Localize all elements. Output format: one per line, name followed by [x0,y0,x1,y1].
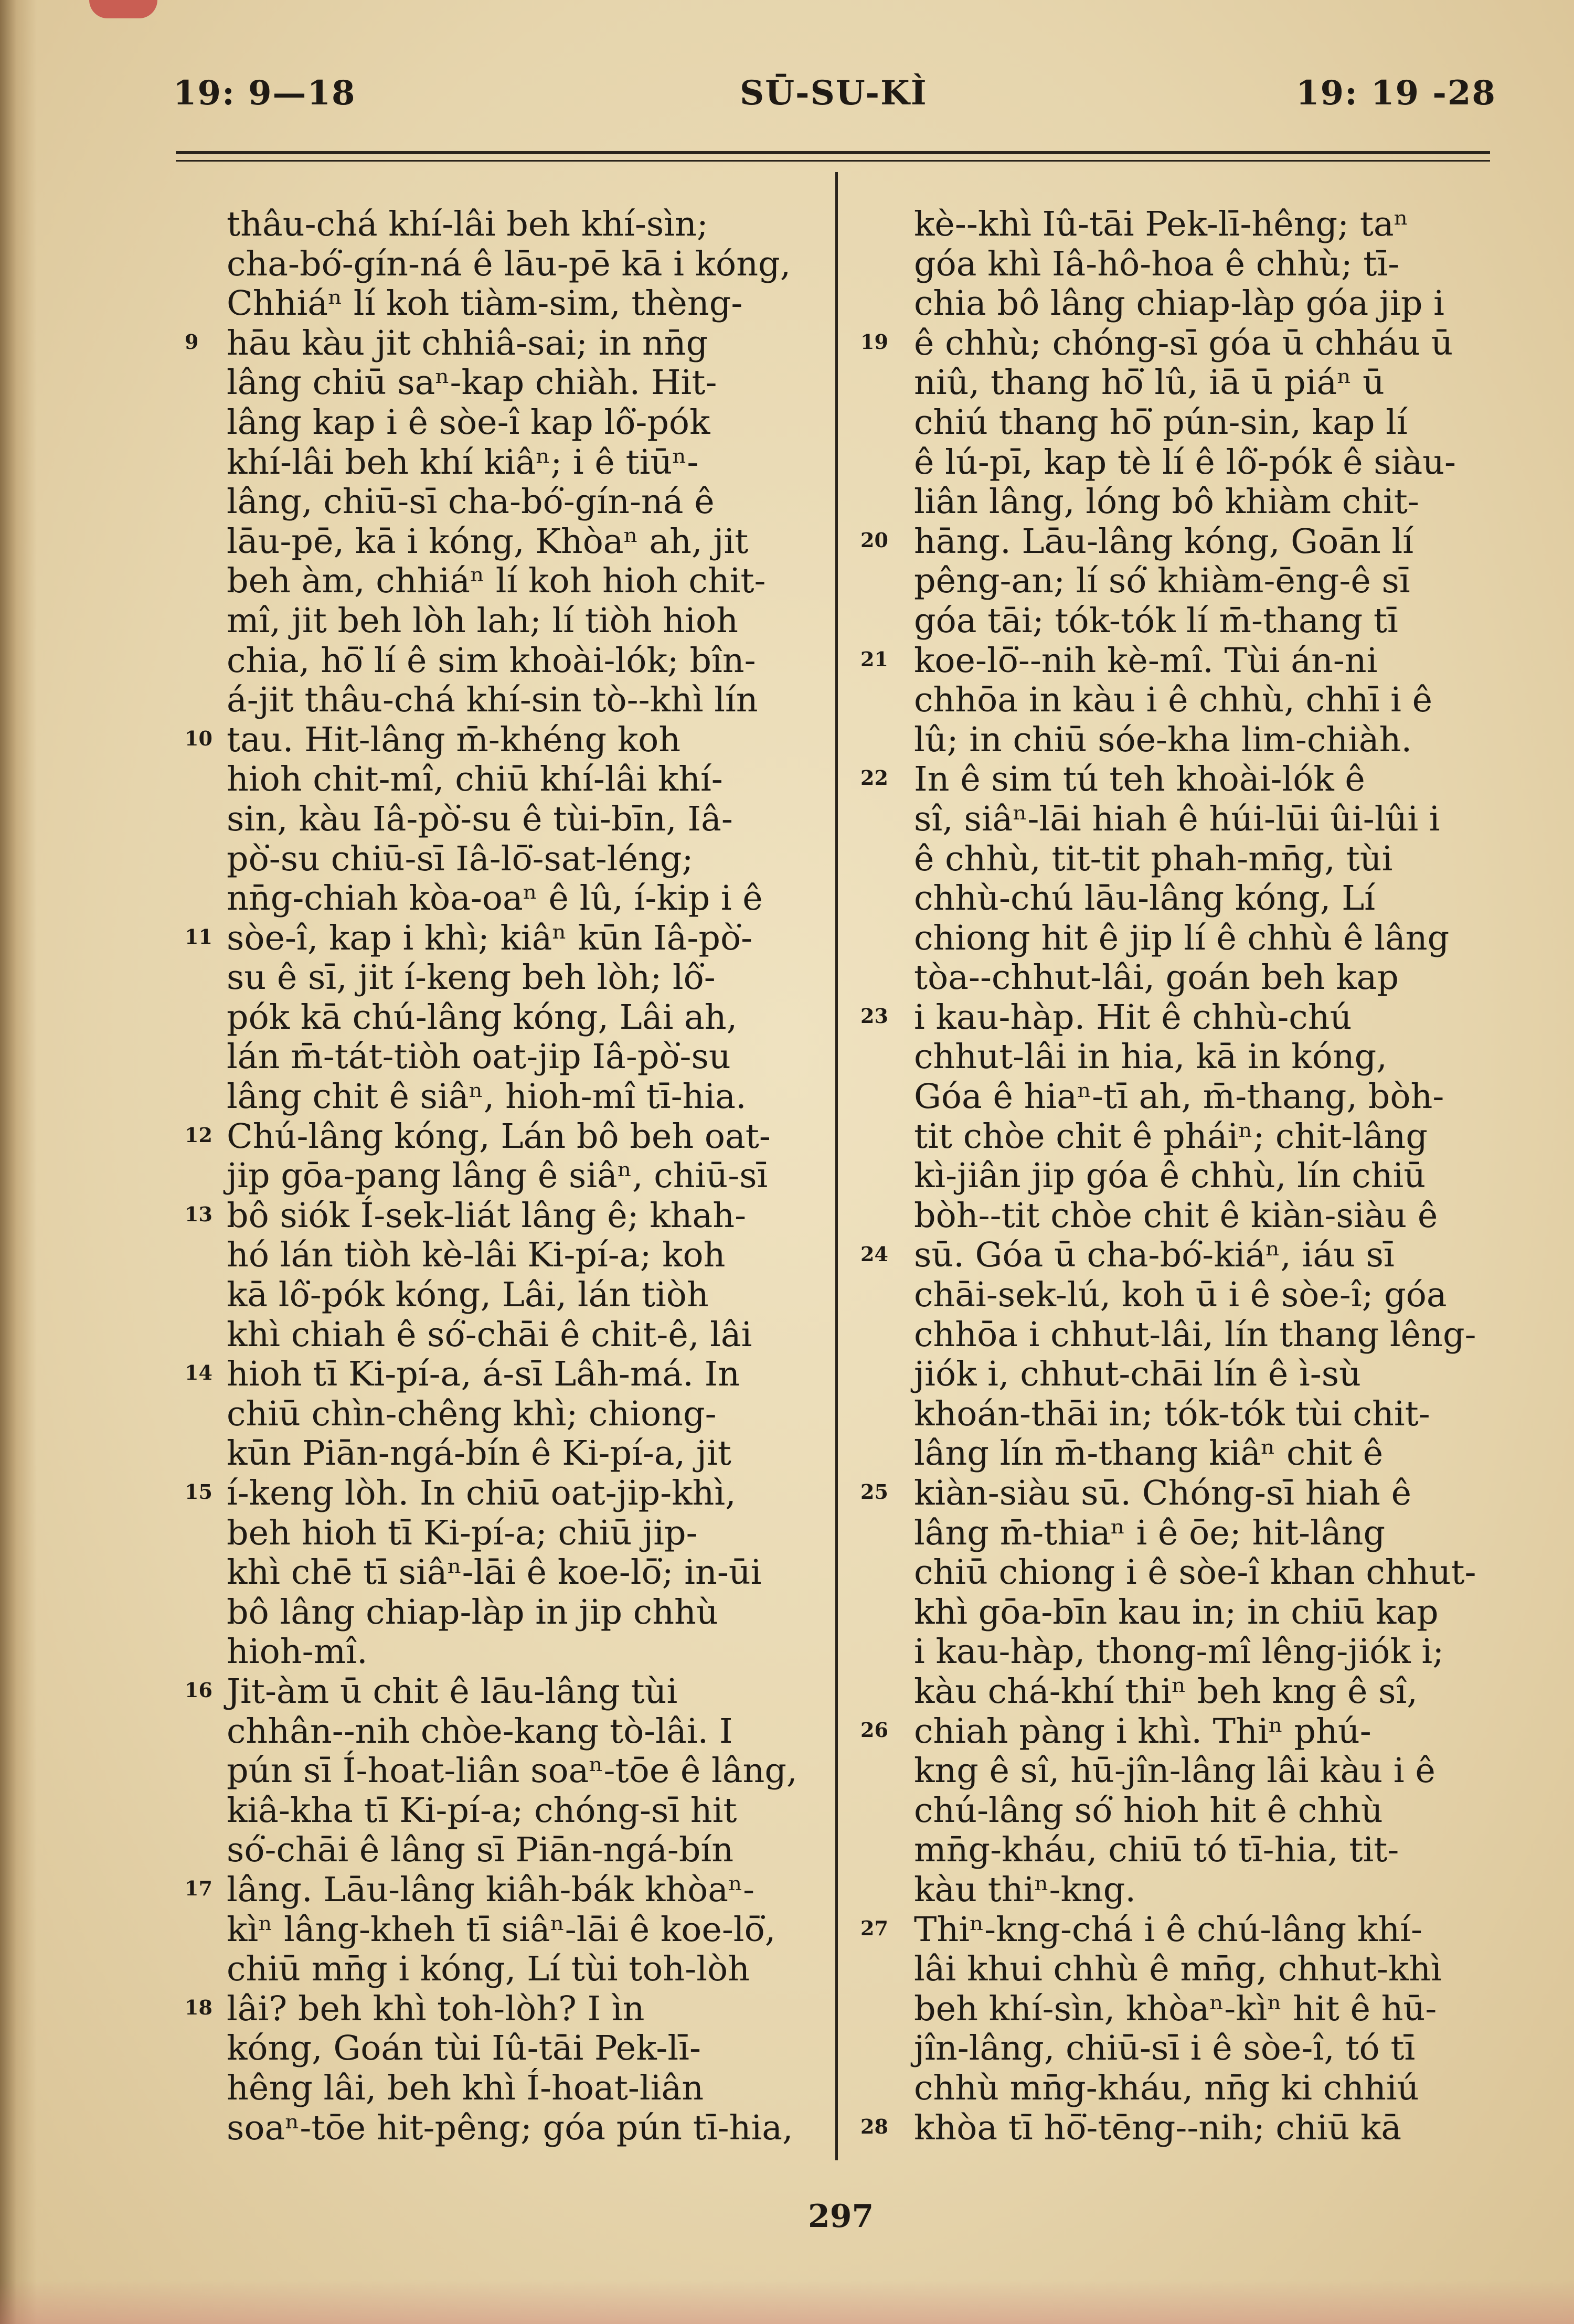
text-line: lû; in chiū sóe-kha lim-chiàh. [914,720,1412,760]
verse-number: 22 [860,766,888,790]
verse-number: 28 [860,2114,888,2138]
text-line: Chú-lâng kóng, Lán bô beh oat- [227,1116,771,1156]
verse-number: 13 [185,1202,212,1226]
text-line: koe-lō͘--nih kè-mî. Tùi án-ni [914,641,1378,680]
text-line: chiū chiong i ê sòe-î khan chhut- [914,1553,1476,1593]
text-line: kè--khì Iû-tāi Pek-lī-hêng; taⁿ [914,205,1409,244]
text-line: Thiⁿ-kng-chá i ê chú-lâng khí- [914,1910,1422,1949]
verse-number: 27 [860,1916,888,1940]
text-line: khì chē tī siâⁿ-lāi ê koe-lō͘; in-ūi [227,1553,762,1593]
text-line: i kau-hàp. Hit ê chhù-chú [914,997,1352,1037]
text-line: sū. Góa ū cha-bó͘-kiáⁿ, iáu sī [914,1235,1395,1275]
text-line: lâng. Lāu-lâng kiâh-bák khòaⁿ- [227,1870,755,1910]
text-line: chia, hō͘ lí ê sim khoài-lók; bîn- [227,641,756,680]
text-line: sòe-î, kap i khì; kiâⁿ kūn Iâ-pò͘- [227,918,753,958]
text-line: ê chhù, tit-tit phah-mn̄g, tùi [914,839,1393,879]
text-line: tau. Hit-lâng m̄-khéng koh [227,720,681,760]
verse-number: 16 [185,1678,212,1702]
text-line: pêng-an; lí só͘ khiàm-ēng-ê sī [914,561,1410,601]
text-line: chiong hit ê jip lí ê chhù ê lâng [914,918,1450,958]
binding-gutter [0,0,37,2324]
text-line: lâng m̄-thiaⁿ i ê ōe; hit-lâng [914,1513,1386,1553]
text-line: bòh--tit chòe chit ê kiàn-siàu ê [914,1196,1438,1235]
verse-number: 14 [185,1361,212,1385]
text-line: kì-jiân jip góa ê chhù, lín chiū [914,1156,1426,1196]
page-number: 297 [808,2198,874,2235]
verse-number: 25 [860,1480,888,1504]
text-line: chāi-sek-lú, koh ū i ê sòe-î; góa [914,1275,1447,1315]
text-line: beh hioh tī Ki-pí-a; chiū jip- [227,1513,698,1553]
header-rule-thick [176,151,1490,154]
text-line: lâng lín m̄-thang kiâⁿ chit ê [914,1434,1384,1474]
text-line: In ê sim tú teh khoài-lók ê [914,760,1365,799]
text-line: kóng, Goán tùi Iû-tāi Pek-lī- [227,2029,701,2069]
text-line: sin, kàu Iâ-pò͘-su ê tùi-bīn, Iâ- [227,799,733,839]
text-line: kūn Piān-ngá-bín ê Ki-pí-a, jit [227,1434,731,1474]
text-line: chia bô lâng chiap-làp góa jip i [914,284,1444,324]
text-line: kàu thiⁿ-kng. [914,1870,1136,1910]
verse-number: 19 [860,329,888,354]
text-line: hioh tī Ki-pí-a, á-sī Lâh-má. In [227,1355,740,1394]
text-line: kìⁿ lâng-kheh tī siâⁿ-lāi ê koe-lō͘, [227,1910,776,1949]
text-line: kiâ-kha tī Ki-pí-a; chóng-sī hit [227,1790,737,1830]
left-text-column [227,205,820,2148]
text-line: mî, jit beh lòh lah; lí tiòh hioh [227,601,738,641]
text-line: chiū mn̄g i kóng, Lí tùi toh-lòh [227,1949,750,1989]
text-line: Jit-àm ū chit ê lāu-lâng tùi [227,1671,678,1711]
text-line: hāng. Lāu-lâng kóng, Goān lí [914,521,1414,561]
verse-number: 21 [860,647,888,671]
text-line: hioh-mî. [227,1632,368,1672]
text-line: ê chhù; chóng-sī góa ū chháu ū [914,323,1453,363]
text-line: góa tāi; tók-tók lí m̄-thang tī [914,601,1398,641]
text-line: i kau-hàp, thong-mî lêng-jiók i; [914,1632,1444,1672]
text-line: chhōa in kàu i ê chhù, chhī i ê [914,680,1433,720]
text-line: ê lú-pī, kap tè lí ê lô͘-pók ê siàu- [914,442,1456,482]
header-right-reference: 19: 19 -28 [1296,73,1496,113]
text-line: hó lán tiòh kè-lâi Ki-pí-a; koh [227,1235,726,1275]
text-line: hêng lâi, beh khì Í-hoat-liân [227,2068,704,2108]
text-line: Chhiáⁿ lí koh tiàm-sim, thèng- [227,284,743,324]
text-line: kā lô͘-pók kóng, Lâi, lán tiòh [227,1275,709,1315]
header-book-title: SŪ-SU-KÌ [740,73,928,113]
text-line: hāu kàu jit chhiâ-sai; in nn̄g [227,323,708,363]
bottom-edge-stain [0,2279,1574,2324]
text-line: kng ê sî, hū-jîn-lâng lâi kàu i ê [914,1751,1435,1791]
verse-number: 11 [185,924,212,948]
text-line: khì gōa-bīn kau in; in chiū kap [914,1592,1439,1632]
verse-number: 18 [185,1996,212,2019]
text-line: í-keng lòh. In chiū oat-jip-khì, [227,1474,736,1513]
text-line: á-jit thâu-chá khí-sin tò--khì lín [227,680,758,720]
text-line: lâng, chiū-sī cha-bó͘-gín-ná ê [227,482,715,522]
text-line: lâng kap i ê sòe-î kap lô͘-pók [227,402,710,442]
text-line: bô siók Í-sek-liát lâng ê; khah- [227,1196,747,1235]
text-line: bô lâng chiap-làp in jip chhù [227,1592,718,1632]
text-line: chiū chìn-chêng khì; chiong- [227,1394,717,1434]
text-line: jiók i, chhut-chāi lín ê ì-sù [914,1355,1361,1394]
text-line: Góa ê hiaⁿ-tī ah, m̄-thang, bòh- [914,1077,1444,1117]
text-line: chhù-chú lāu-lâng kóng, Lí [914,879,1376,919]
text-line: hioh chit-mî, chiū khí-lâi khí- [227,760,723,799]
text-line: lâi? beh khì toh-lòh? I ìn [227,1989,645,2029]
text-line: jip gōa-pang lâng ê siâⁿ, chiū-sī [227,1156,768,1196]
red-edge-stain [89,0,157,18]
text-line: lán m̄-tát-tiòh oat-jip Iâ-pò͘-su [227,1037,731,1077]
text-line: pò͘-su chiū-sī Iâ-lō͘-sat-léng; [227,839,694,879]
column-divider [835,172,838,2160]
text-line: góa khì Iâ-hô-hoa ê chhù; tī- [914,244,1400,284]
verse-number: 23 [860,1004,888,1028]
text-line: kiàn-siàu sū. Chóng-sī hiah ê [914,1474,1412,1513]
verse-number: 15 [185,1480,212,1504]
text-line: su ê sī, jit í-keng beh lòh; lô͘- [227,958,716,998]
text-line: beh khí-sìn, khòaⁿ-kìⁿ hit ê hū- [914,1989,1437,2029]
text-line: chhù mn̄g-kháu, nn̄g ki chhiú [914,2068,1419,2108]
right-text-column [914,205,1491,2148]
verse-number: 20 [860,528,888,552]
text-line: pók kā chú-lâng kóng, Lâi ah, [227,997,738,1037]
text-line: chhut-lâi in hia, kā in kóng, [914,1037,1387,1077]
text-line: lâi khui chhù ê mn̄g, chhut-khì [914,1949,1442,1989]
text-line: lâng chiū saⁿ-kap chiàh. Hit- [227,363,717,403]
text-line: nn̄g-chiah kòa-oaⁿ ê lû, í-kip i ê [227,879,763,919]
verse-number: 17 [185,1877,212,1901]
text-line: pún sī Í-hoat-liân soaⁿ-tōe ê lâng, [227,1751,797,1791]
text-line: cha-bó͘-gín-ná ê lāu-pē kā i kóng, [227,244,791,284]
text-line: tòa--chhut-lâi, goán beh kap [914,958,1399,998]
verse-number: 26 [860,1718,888,1742]
text-line: sî, siâⁿ-lāi hiah ê húi-lūi ûi-lûi i [914,799,1440,839]
text-line: só͘-chāi ê lâng sī Piān-ngá-bín [227,1830,734,1870]
text-line: beh àm, chhiáⁿ lí koh hioh chit- [227,561,766,601]
text-line: mn̄g-kháu, chiū tó tī-hia, tit- [914,1830,1399,1870]
header-rule-thin [176,160,1490,162]
text-line: liân lâng, lóng bô khiàm chit- [914,482,1419,522]
text-line: lâng chit ê siâⁿ, hioh-mî tī-hia. [227,1077,747,1117]
verse-number: 10 [185,726,212,750]
text-line: thâu-chá khí-lâi beh khí-sìn; [227,205,708,244]
text-line: khí-lâi beh khí kiâⁿ; i ê tiūⁿ- [227,442,699,482]
text-line: chiú thang hō͘ pún-sin, kap lí [914,402,1408,442]
text-line: khì chiah ê só͘-chāi ê chit-ê, lâi [227,1315,752,1355]
verse-number: 9 [185,329,199,354]
text-line: chhân--nih chòe-kang tò-lâi. I [227,1711,733,1751]
text-line: tit chòe chit ê pháiⁿ; chit-lâng [914,1116,1428,1156]
text-line: kàu chá-khí thiⁿ beh kng ê sî, [914,1671,1418,1711]
text-line: jîn-lâng, chiū-sī i ê sòe-î, tó tī [914,2029,1416,2069]
verse-number: 12 [185,1123,212,1147]
text-line: khoán-thāi in; tók-tók tùi chit- [914,1394,1430,1434]
text-line: khòa tī hō͘-tēng--nih; chiū kā [914,2108,1402,2148]
header-left-reference: 19: 9—18 [173,73,356,113]
text-line: lāu-pē, kā i kóng, Khòaⁿ ah, jit [227,521,749,561]
text-line: chiah pàng i khì. Thiⁿ phú- [914,1711,1371,1751]
text-line: chú-lâng só͘ hioh hit ê chhù [914,1790,1383,1830]
text-line: soaⁿ-tōe hit-pêng; góa pún tī-hia, [227,2108,793,2148]
text-line: chhōa i chhut-lâi, lín thang lêng- [914,1315,1476,1355]
verse-number: 24 [860,1242,888,1266]
text-line: niû, thang hō͘ lû, iā ū piáⁿ ū [914,363,1385,403]
